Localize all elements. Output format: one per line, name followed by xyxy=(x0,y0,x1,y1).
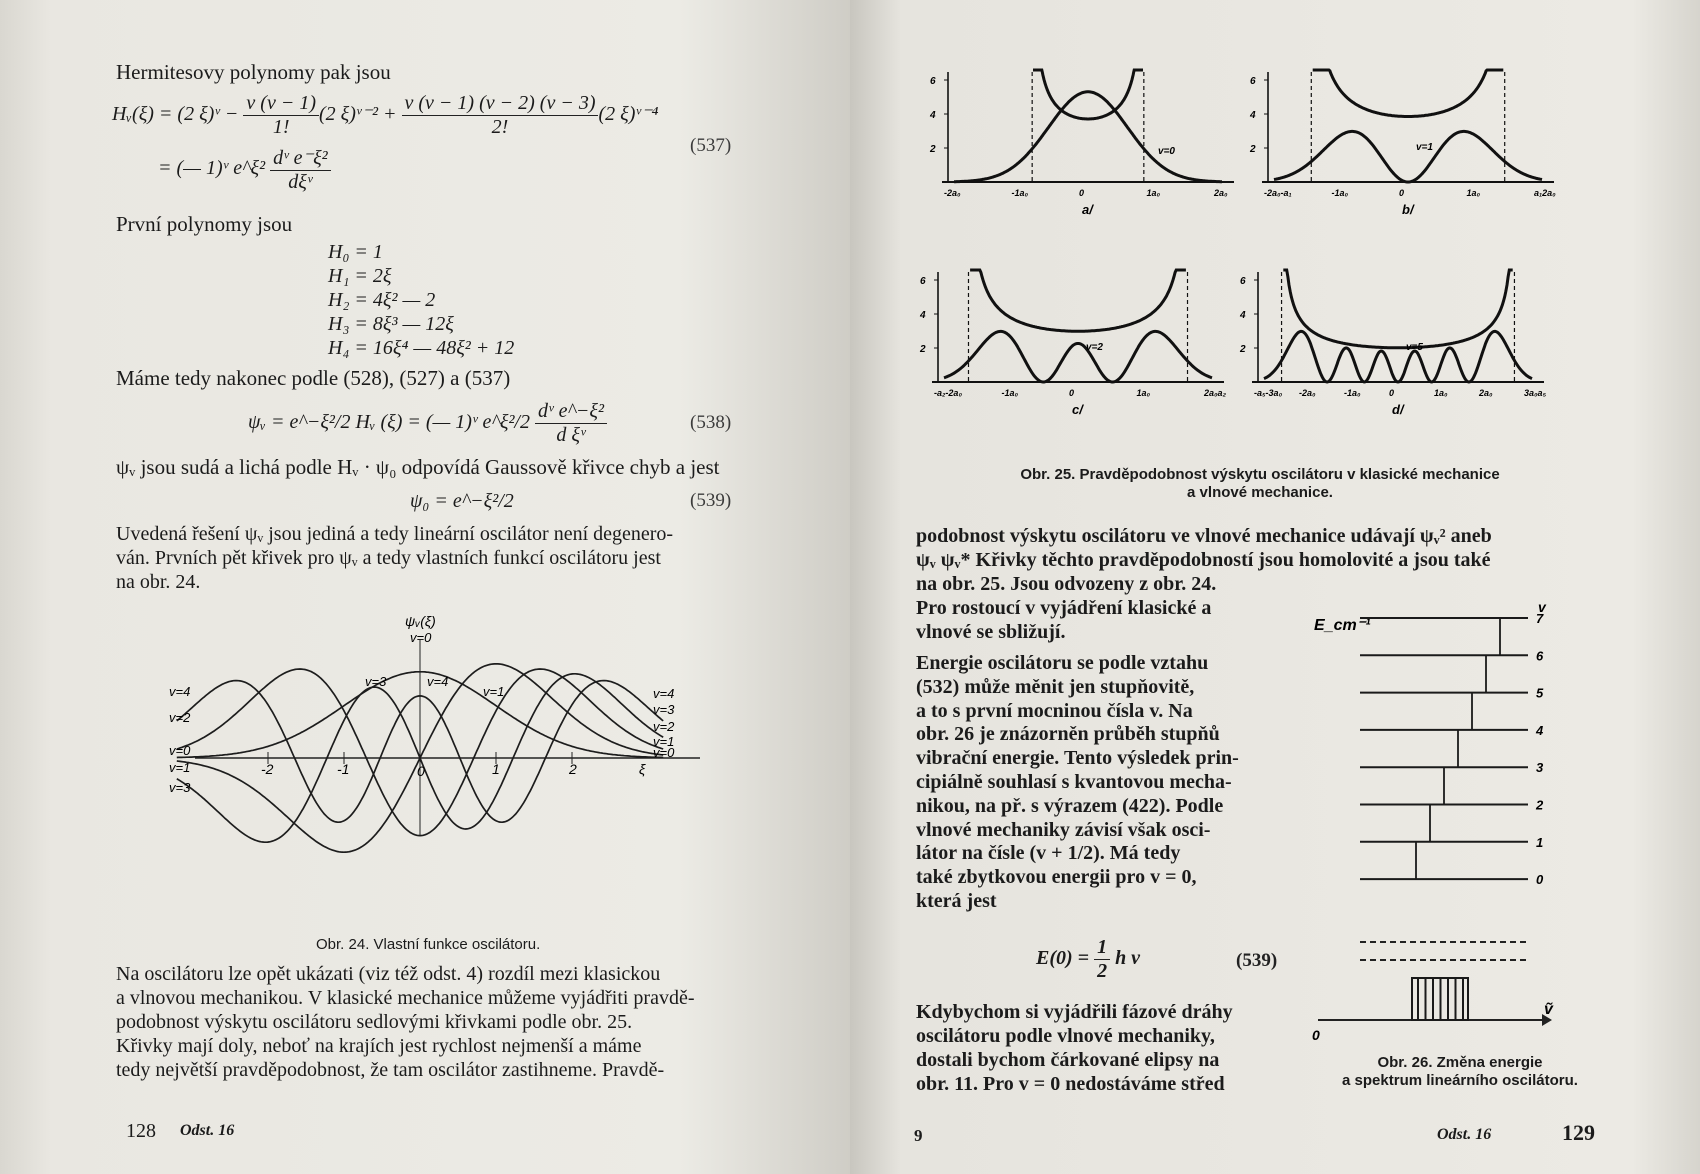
paragraph-line: nikou, na př. s výrazem (422). Podle xyxy=(916,794,1224,817)
eq537-frac2: $\frac{v (v - 1) (v - 2) (v - 3)}{2!}$ xyxy=(402,92,599,139)
paragraph-probability-cont xyxy=(916,596,1286,644)
fig25-xtick: -1a₀ xyxy=(1001,388,1019,398)
fig25-ytick: 2 xyxy=(1240,344,1246,355)
paragraph-line: na obr. 24. xyxy=(116,571,201,593)
paragraph-energy xyxy=(916,652,1280,914)
fig25-xtick: -1a₀ xyxy=(1011,188,1029,198)
fig25-ytick: 4 xyxy=(930,110,936,121)
fig25-ytick: 2 xyxy=(1250,144,1256,155)
fig26-level-label: 0 xyxy=(1536,872,1544,888)
fig24-caption: Obr. 24. Vlastní funkce oscilátoru. xyxy=(316,936,541,953)
fig25-ytick: 4 xyxy=(1240,310,1246,321)
fig25-xtick: -2a₀ xyxy=(944,188,961,198)
fig25-panel-0 xyxy=(929,70,1234,217)
fig25-panel-label: a/ xyxy=(1082,202,1093,217)
fig25-ytick: 6 xyxy=(1250,76,1256,87)
fig25-xtick: 0 xyxy=(1399,188,1405,198)
fig25-classical-curve xyxy=(1033,70,1143,119)
right-page xyxy=(850,0,1700,1174)
fig24-inner-label-v4: v=4 xyxy=(427,674,449,689)
figure-26 xyxy=(1300,600,1660,1040)
paragraph-phase xyxy=(916,1000,1280,1096)
fig25-classical-curve xyxy=(1283,270,1512,348)
fig25-xtick: -a₂-2a₀ xyxy=(934,388,962,398)
right-section-label: Odst. 16 xyxy=(1437,1126,1492,1143)
fig25-xtick: 0 xyxy=(1079,188,1085,198)
fig26-level-label: 1 xyxy=(1536,834,1544,850)
psi-line: ψᵥ jsou sudá a lichá podle Hᵥ · ψ₀ odpovídá Gaussově křivce chyb a jest xyxy=(116,455,720,479)
fig25-xtick: 1a₀ xyxy=(1434,388,1448,398)
paragraph-line: Uvedená řešení ψᵥ jsou jediná a tedy lineární oscilátor není degenero- xyxy=(116,523,674,545)
paragraph-line: obr. 26 je znázorněn průběh stupňů xyxy=(916,723,1220,746)
fig25-panel-3 xyxy=(1239,270,1547,417)
fig25-quantum-curve xyxy=(1274,131,1542,182)
paragraph-line: Křivky mají doly, neboť na krajích jest rychlost nejmenší a máme xyxy=(116,1035,642,1057)
paragraph-classical xyxy=(116,962,736,1082)
fig25-xtick: 1a₀ xyxy=(1146,188,1161,198)
fig25-xtick: -1a₀ xyxy=(1331,188,1349,198)
fig26-spectrum xyxy=(1412,978,1468,1020)
fig25-xtick: -1a₀ xyxy=(1344,388,1361,398)
intro-text: Hermitesovy polynomy pak jsou xyxy=(116,60,391,84)
fig25-panel-label: b/ xyxy=(1402,202,1414,217)
fig25-caption xyxy=(980,466,1540,502)
equation-539: ψ₀ = e^−ξ²/2 xyxy=(410,490,514,512)
paragraph-line: obr. 11. Pro v = 0 nedostáváme střed xyxy=(916,1073,1225,1095)
fig24-left-label-v4: v=4 xyxy=(169,684,191,699)
fig25-xtick: 2a₀ xyxy=(1214,188,1228,198)
equation-number-539b: (539) xyxy=(1236,950,1278,971)
equation-539-energy xyxy=(1036,936,1140,983)
paragraph-line: tedy největší pravděpodobnost, že tam oscilátor zastihneme. Pravdě- xyxy=(116,1059,665,1081)
paragraph-line: Kdybychom si vyjádřili fázové dráhy xyxy=(916,1001,1233,1023)
fig26-level-label: 6 xyxy=(1536,648,1544,664)
eq538-frac: $\frac{\text{dᵛ e\textasciicircum{}−ξ²}}{\text{d ξᵛ}}$ xyxy=(535,400,607,447)
fig25-v-label: v=1 xyxy=(1416,142,1433,153)
polys-intro: První polynomy jsou xyxy=(116,212,293,236)
fig24-right-label-v3: v=3 xyxy=(653,702,675,717)
polynomial-h2: H₂ = 4ξ² — 2 xyxy=(328,289,436,311)
fig26-caption-line2: a spektrum lineárního oscilátoru. xyxy=(1342,1072,1578,1089)
fig25-quantum-curve xyxy=(954,92,1222,182)
fig25-quantum-curve xyxy=(944,331,1212,382)
equation-number-537: (537) xyxy=(690,135,732,156)
fig25-ytick: 6 xyxy=(930,76,936,87)
paragraph-line: ván. Prvních pět křivek pro ψᵥ a tedy vlastních funkcí oscilátoru jest xyxy=(116,547,661,569)
paragraph-line: oscilátoru podle vlnové mechaniky, xyxy=(916,1025,1215,1047)
fig25-xtick: 1a₀ xyxy=(1466,188,1481,198)
paragraph-line: Pro rostoucí v vyjádření klasické a xyxy=(916,597,1212,619)
eq537-frac3: $\frac{\text{dᵛ e⁻ξ²}}{\text{dξᵛ}}$ xyxy=(270,145,331,194)
fig24-ylabel: ψᵥ(ξ) xyxy=(405,613,436,629)
fig25-classical-curve xyxy=(1313,70,1504,117)
equation-number-538: (538) xyxy=(690,412,732,433)
eq537-frac1: $\frac{v (v - 1)}{1!}$ xyxy=(243,92,319,139)
fig24-top-label: v=0 xyxy=(410,630,432,645)
fig24-tick-2: 2 xyxy=(569,761,577,777)
paragraph-line: na obr. 25. Jsou odvozeny z obr. 24. xyxy=(916,573,1217,595)
fig26-vlabel: v xyxy=(1538,600,1546,615)
fig25-caption-line1: Obr. 25. Pravděpodobnost výskytu oscilátoru v klasické mechanice xyxy=(1020,466,1500,483)
fig25-v-label: v=2 xyxy=(1086,342,1103,353)
paragraph-probability xyxy=(916,524,1606,596)
fig26-xlabel: ṽ xyxy=(1544,1001,1553,1018)
polynomial-h0: H₀ = 1 xyxy=(328,241,383,263)
paragraph-line: podobnost výskytu oscilátoru ve vlnové mechanice udávají ψᵥ² aneb xyxy=(916,525,1492,547)
fig24-axis xyxy=(195,640,700,835)
fig25-xtick: 3a₀a₅ xyxy=(1524,388,1547,398)
fig26-caption xyxy=(1295,1054,1625,1090)
fig25-xtick: -2a₀ xyxy=(1299,388,1316,398)
fig25-ytick: 6 xyxy=(1240,276,1246,287)
fig26-levels xyxy=(1360,611,1544,887)
fig24-left-label-v0: v=0 xyxy=(169,743,191,758)
fig26-level-label: 5 xyxy=(1536,685,1544,701)
eq539b-rhs: h ν xyxy=(1115,947,1141,970)
polynomial-h4: H₄ = 16ξ⁴ — 48ξ² + 12 xyxy=(328,337,515,359)
fig25-xtick: 1a₀ xyxy=(1136,388,1151,398)
fig25-panel-1 xyxy=(1249,70,1556,217)
paragraph-line: vlnové mechaniky závisí však osci- xyxy=(916,818,1211,841)
paragraph-line: vibrační energie. Tento výsledek prin- xyxy=(916,747,1239,770)
fig26-level-label: 4 xyxy=(1536,722,1544,738)
eq538-pre: ψᵥ = e^−ξ²/2 Hᵥ (ξ) = (— 1)ᵛ e^ξ²/2 xyxy=(248,411,530,434)
fig24-left-label-v1: v=1 xyxy=(169,760,191,775)
eq537-line2-pre: = (— 1)ᵛ e^ξ² xyxy=(158,157,266,180)
fig25-ytick: 6 xyxy=(920,276,926,287)
polynomial-list xyxy=(328,240,514,360)
paragraph-line: látor na čísle (v + 1/2). Má tedy xyxy=(916,842,1181,865)
paragraph-line: která jest xyxy=(916,889,997,912)
fig25-xtick: a₁2a₀ xyxy=(1534,188,1556,198)
fig25-panel-label: c/ xyxy=(1072,402,1083,417)
fig26-dashed-lines xyxy=(1360,942,1528,960)
fig25-xtick: -2a₀-a₁ xyxy=(1264,188,1292,198)
paragraph-line: (532) může měnit jen stupňovitě, xyxy=(916,675,1195,698)
fig24-tick-neg2: -2 xyxy=(261,761,274,777)
fig24-right-label-v0: v=0 xyxy=(653,745,675,760)
paragraph-line: Energie oscilátoru se podle vztahu xyxy=(916,652,1209,674)
fig24-right-label-v1: v=1 xyxy=(653,734,675,749)
eq539b-lhs: E(0) = xyxy=(1036,947,1095,970)
paragraph-line: a vlnovou mechanikou. V klasické mechanice můžeme vyjádřiti pravdě- xyxy=(116,987,695,1009)
left-page-number: 128 xyxy=(126,1120,156,1142)
paragraph-degenerate xyxy=(116,522,736,594)
fig25-xtick: -a₅-3a₀ xyxy=(1254,388,1283,398)
fig25-xtick: 0 xyxy=(1069,388,1075,398)
fig25-ytick: 2 xyxy=(920,344,926,355)
equation-537-line1 xyxy=(112,92,658,139)
fig25-panel-2 xyxy=(919,270,1227,417)
paragraph-line: cipiálně souhlasí s kvantovou mecha- xyxy=(916,770,1232,793)
fig25-ytick: 4 xyxy=(1250,110,1256,121)
right-footer-mark: 9 xyxy=(914,1126,923,1145)
eq539b-frac: $\frac{1}{2}$ xyxy=(1094,936,1110,983)
fig24-tick-1: 1 xyxy=(492,761,500,777)
fig25-quantum-curve xyxy=(1264,331,1532,382)
fig25-panel-label: d/ xyxy=(1392,402,1404,417)
eq537-mid1: (2 ξ)ᵛ⁻² + xyxy=(318,103,402,126)
fig25-xtick: 2a₀a₂ xyxy=(1204,388,1226,398)
fig25-xtick: 0 xyxy=(1389,388,1395,398)
polynomial-h1: H₁ = 2ξ xyxy=(328,265,392,287)
fig24-tick-neg1: -1 xyxy=(337,761,350,777)
fig24-inner-label-v3: v=3 xyxy=(365,674,387,689)
figure-24 xyxy=(165,600,765,860)
fig24-right-label-v2: v=2 xyxy=(653,719,675,734)
fig25-classical-curve xyxy=(970,270,1186,331)
right-page-number: 129 xyxy=(1562,1120,1595,1145)
equation-number-539: (539) xyxy=(690,490,732,511)
fig26-ylabel: E_cm⁻¹ xyxy=(1314,617,1371,634)
equation-538 xyxy=(248,400,607,447)
paragraph-line: vlnové se sbližují. xyxy=(916,621,1066,643)
paragraph-line: a to s první mocninou čísla v. Na xyxy=(916,699,1193,722)
paragraph-line: ψᵥ ψᵥ* Křivky těchto pravděpodobností jsou homolovité a jsou také xyxy=(916,549,1491,571)
fig24-inner-label-v1: v=1 xyxy=(483,684,505,699)
fig25-ytick: 4 xyxy=(920,310,926,321)
fig25-xtick: 2a₀ xyxy=(1479,388,1493,398)
eq537-start: Hᵥ(ξ) = (2 ξ)ᵛ − xyxy=(112,103,244,126)
fig26-level-label: 7 xyxy=(1536,611,1544,626)
fig26-caption-line1: Obr. 26. Změna energie xyxy=(1377,1054,1543,1071)
paragraph-line: Na oscilátoru lze opět ukázati (viz též odst. 4) rozdíl mezi klasickou xyxy=(116,963,661,985)
figure-25 xyxy=(910,62,1590,452)
fig25-v-label: v=0 xyxy=(1158,146,1175,157)
fig26-level-label: 3 xyxy=(1536,760,1544,776)
polynomial-h3: H₃ = 8ξ³ — 12ξ xyxy=(328,313,454,335)
fig25-panels xyxy=(919,70,1556,417)
mame-text: Máme tedy nakonec podle (528), (527) a (537) xyxy=(116,366,511,390)
fig24-tick-0: 0 xyxy=(417,763,425,779)
equation-537-line2 xyxy=(158,145,331,194)
paragraph-line: dostali bychom čárkované elipsy na xyxy=(916,1049,1220,1071)
left-section-label: Odst. 16 xyxy=(180,1122,235,1139)
fig25-caption-line2: a vlnové mechanice. xyxy=(1187,484,1333,501)
fig26-level-label: 2 xyxy=(1536,797,1544,813)
fig24-tick-xi: ξ xyxy=(639,761,646,777)
fig24-right-label-v4: v=4 xyxy=(653,686,675,701)
fig26-x0: 0 xyxy=(1312,1027,1320,1040)
paragraph-line: také zbytkovou energii pro v = 0, xyxy=(916,866,1197,889)
fig25-v-label: v=5 xyxy=(1406,342,1423,353)
fig24-left-label-v2: v=2 xyxy=(169,710,191,725)
eq537-mid2: (2 ξ)ᵛ⁻⁴ xyxy=(598,103,659,126)
paragraph-line: podobnost výskytu oscilátoru sedlovými křivkami podle obr. 25. xyxy=(116,1011,633,1033)
fig25-ytick: 2 xyxy=(930,144,936,155)
fig24-left-label-v3: v=3 xyxy=(169,780,191,795)
